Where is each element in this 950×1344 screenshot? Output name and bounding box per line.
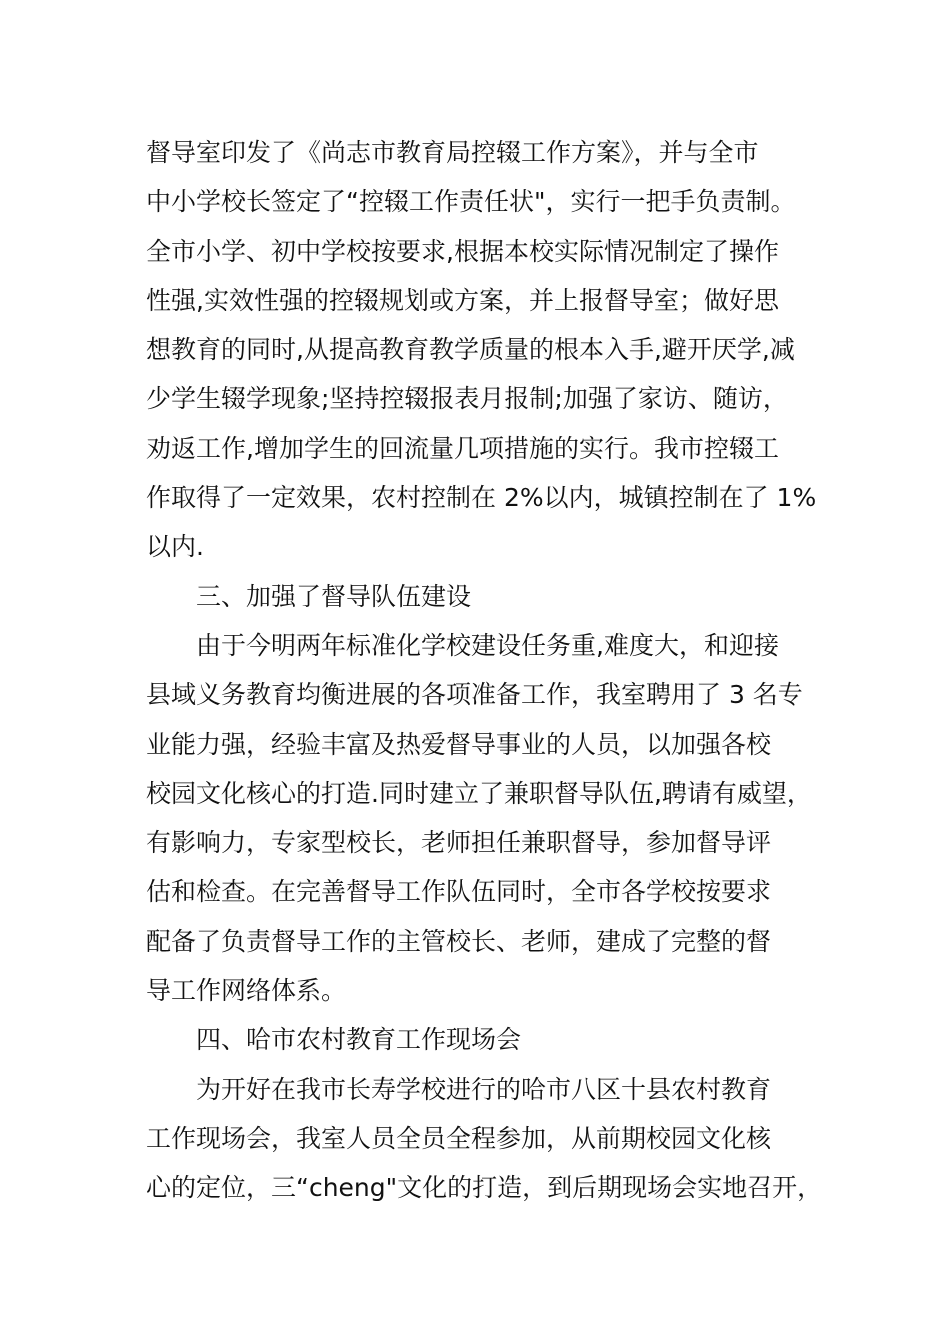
paragraph-line: 作取得了一定效果，农村控制在 2%以内，城镇控制在了 1%: [146, 483, 817, 513]
paragraph-line: 县域义务教育均衡进展的各项准备工作，我室聘用了 3 名专: [146, 680, 803, 710]
section-heading: 四、哈市农村教育工作现场会: [196, 1025, 522, 1055]
paragraph-line: 估和检查。在完善督导工作队伍同时，全市各学校按要求: [146, 877, 772, 907]
paragraph-line: 督导室印发了《尚志市教育局控辍工作方案》，并与全市: [146, 138, 759, 167]
paragraph-line: 劝返工作,增加学生的回流量几项措施的实行。我市控辍工: [146, 433, 779, 463]
paragraph-line: 以内.: [146, 532, 204, 562]
document-body: [146, 128, 836, 1213]
paragraph-line: 少学生辍学现象;坚持控辍报表月报制;加强了家访、随访，: [146, 384, 788, 414]
paragraph-line: 由于今明两年标准化学校建设任务重,难度大，和迎接: [196, 630, 779, 660]
paragraph-line: 为开好在我市长寿学校进行的哈市八区十县农村教育: [196, 1074, 772, 1104]
paragraph-line: 全市小学、初中学校按要求,根据本校实际情况制定了操作: [146, 236, 779, 266]
paragraph-line: 想教育的同时,从提高教育教学质量的根本入手,避开厌学,减: [146, 335, 795, 365]
paragraph-line: 心的定位，三“cheng"文化的打造，到后期现场会实地召开，: [146, 1173, 823, 1203]
paragraph-line: 配备了负责督导工作的主管校长、老师，建成了完整的督: [146, 926, 772, 956]
paragraph-line: 有影响力，专家型校长，老师担任兼职督导，参加督导评: [146, 828, 772, 858]
paragraph-line: 导工作网络体系。: [146, 976, 347, 1006]
paragraph-line: 工作现场会，我室人员全员全程参加，从前期校园文化核: [146, 1123, 772, 1153]
paragraph-line: 校园文化核心的打造.同时建立了兼职督导队伍,聘请有威望，: [146, 778, 812, 808]
paragraph-line: 性强,实效性强的控辍规划或方案，并上报督导室；做好思: [146, 285, 779, 315]
paragraph-line: 中小学校长签定了“控辍工作责任状"，实行一把手负责制。: [146, 187, 796, 217]
paragraph-line: 业能力强，经验丰富及热爱督导事业的人员，以加强各校: [146, 729, 772, 759]
section-heading: 三、加强了督导队伍建设: [196, 581, 472, 611]
